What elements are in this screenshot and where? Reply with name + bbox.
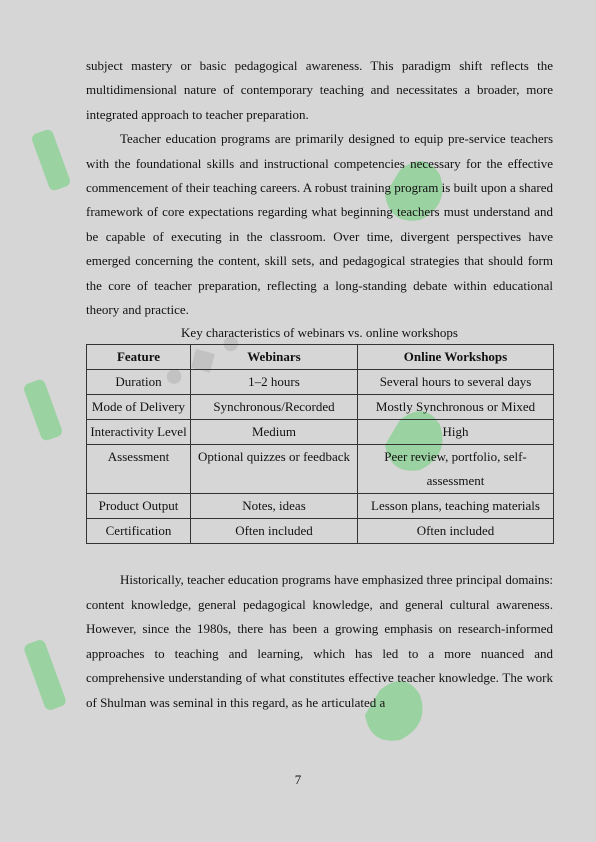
svg-text:● ◆ ●: ● ◆ ● — [155, 320, 249, 397]
table-cell: Synchronous/Recorded — [191, 395, 358, 420]
comparison-table — [86, 344, 554, 544]
header-online-workshops: Online Workshops — [358, 345, 554, 370]
table-cell: Optional quizzes or feedback — [191, 445, 358, 494]
table-cell: 1–2 hours — [191, 370, 358, 395]
table-cell: Several hours to several days — [358, 370, 554, 395]
table-cell: Often included — [191, 519, 358, 544]
table-cell: Duration — [87, 370, 191, 395]
paragraph-2: Teacher education programs are primarily designed to equip pre-service teachers with the foundational skills and instructional competencies necessary for the effective commencement of their teaching careers. A robust training program is built upon a shared framework of core expectations regarding what beginning teachers must understand and be capable of executing in the classroom. Over time, divergent perspectives have emerged concerning the content, skill sets, and pedagogical strategies that should form the core of teacher preparation, reflecting a long-standing debate within educational theory and practice. — [86, 131, 553, 318]
table-cell: High — [358, 420, 554, 445]
spacer — [86, 544, 553, 568]
table-header-row — [87, 345, 554, 370]
table-cell: Certification — [87, 519, 191, 544]
table-row — [87, 420, 554, 445]
table-row — [87, 370, 554, 395]
table-cell: Mostly Synchronous or Mixed — [358, 395, 554, 420]
table-cell: Often included — [358, 519, 554, 544]
main-content — [86, 54, 553, 715]
table-cell: Interactivity Level — [87, 420, 191, 445]
table-row — [87, 445, 554, 494]
table-cell: Medium — [191, 420, 358, 445]
table-row — [87, 519, 554, 544]
table-caption: Key characteristics of webinars vs. online workshops — [181, 325, 458, 341]
table-cell: Peer review, portfolio, self-assessment — [358, 445, 554, 494]
paragraph-3: Historically, teacher education programs have emphasized three principal domains: content knowledge, general pedagogical knowledge, and general cultural awareness. However, since the 1980s, there has been a growing emphasis on research-informed approaches to teaching and learning, which has led to a more nuanced and comprehensive understanding of what constitutes effective teacher knowledge. The work of Shulman was seminal in this regard, as he articulated a — [86, 572, 553, 710]
table-cell: Assessment — [87, 445, 191, 494]
paragraph-1: subject mastery or basic pedagogical awareness. This paradigm shift reflects the multidimensional nature of contemporary teaching and necessitates a broader, more integrated approach to teacher preparation. — [86, 58, 553, 122]
page-number: 7 — [294, 772, 302, 787]
table-row — [87, 494, 554, 519]
table-cell: Lesson plans, teaching materials — [358, 494, 554, 519]
table-cell: Mode of Delivery — [87, 395, 191, 420]
header-feature: Feature — [87, 345, 191, 370]
table-cell: Product Output — [87, 494, 191, 519]
table-cell: Notes, ideas — [191, 494, 358, 519]
header-webinars: Webinars — [191, 345, 358, 370]
table-row — [87, 395, 554, 420]
